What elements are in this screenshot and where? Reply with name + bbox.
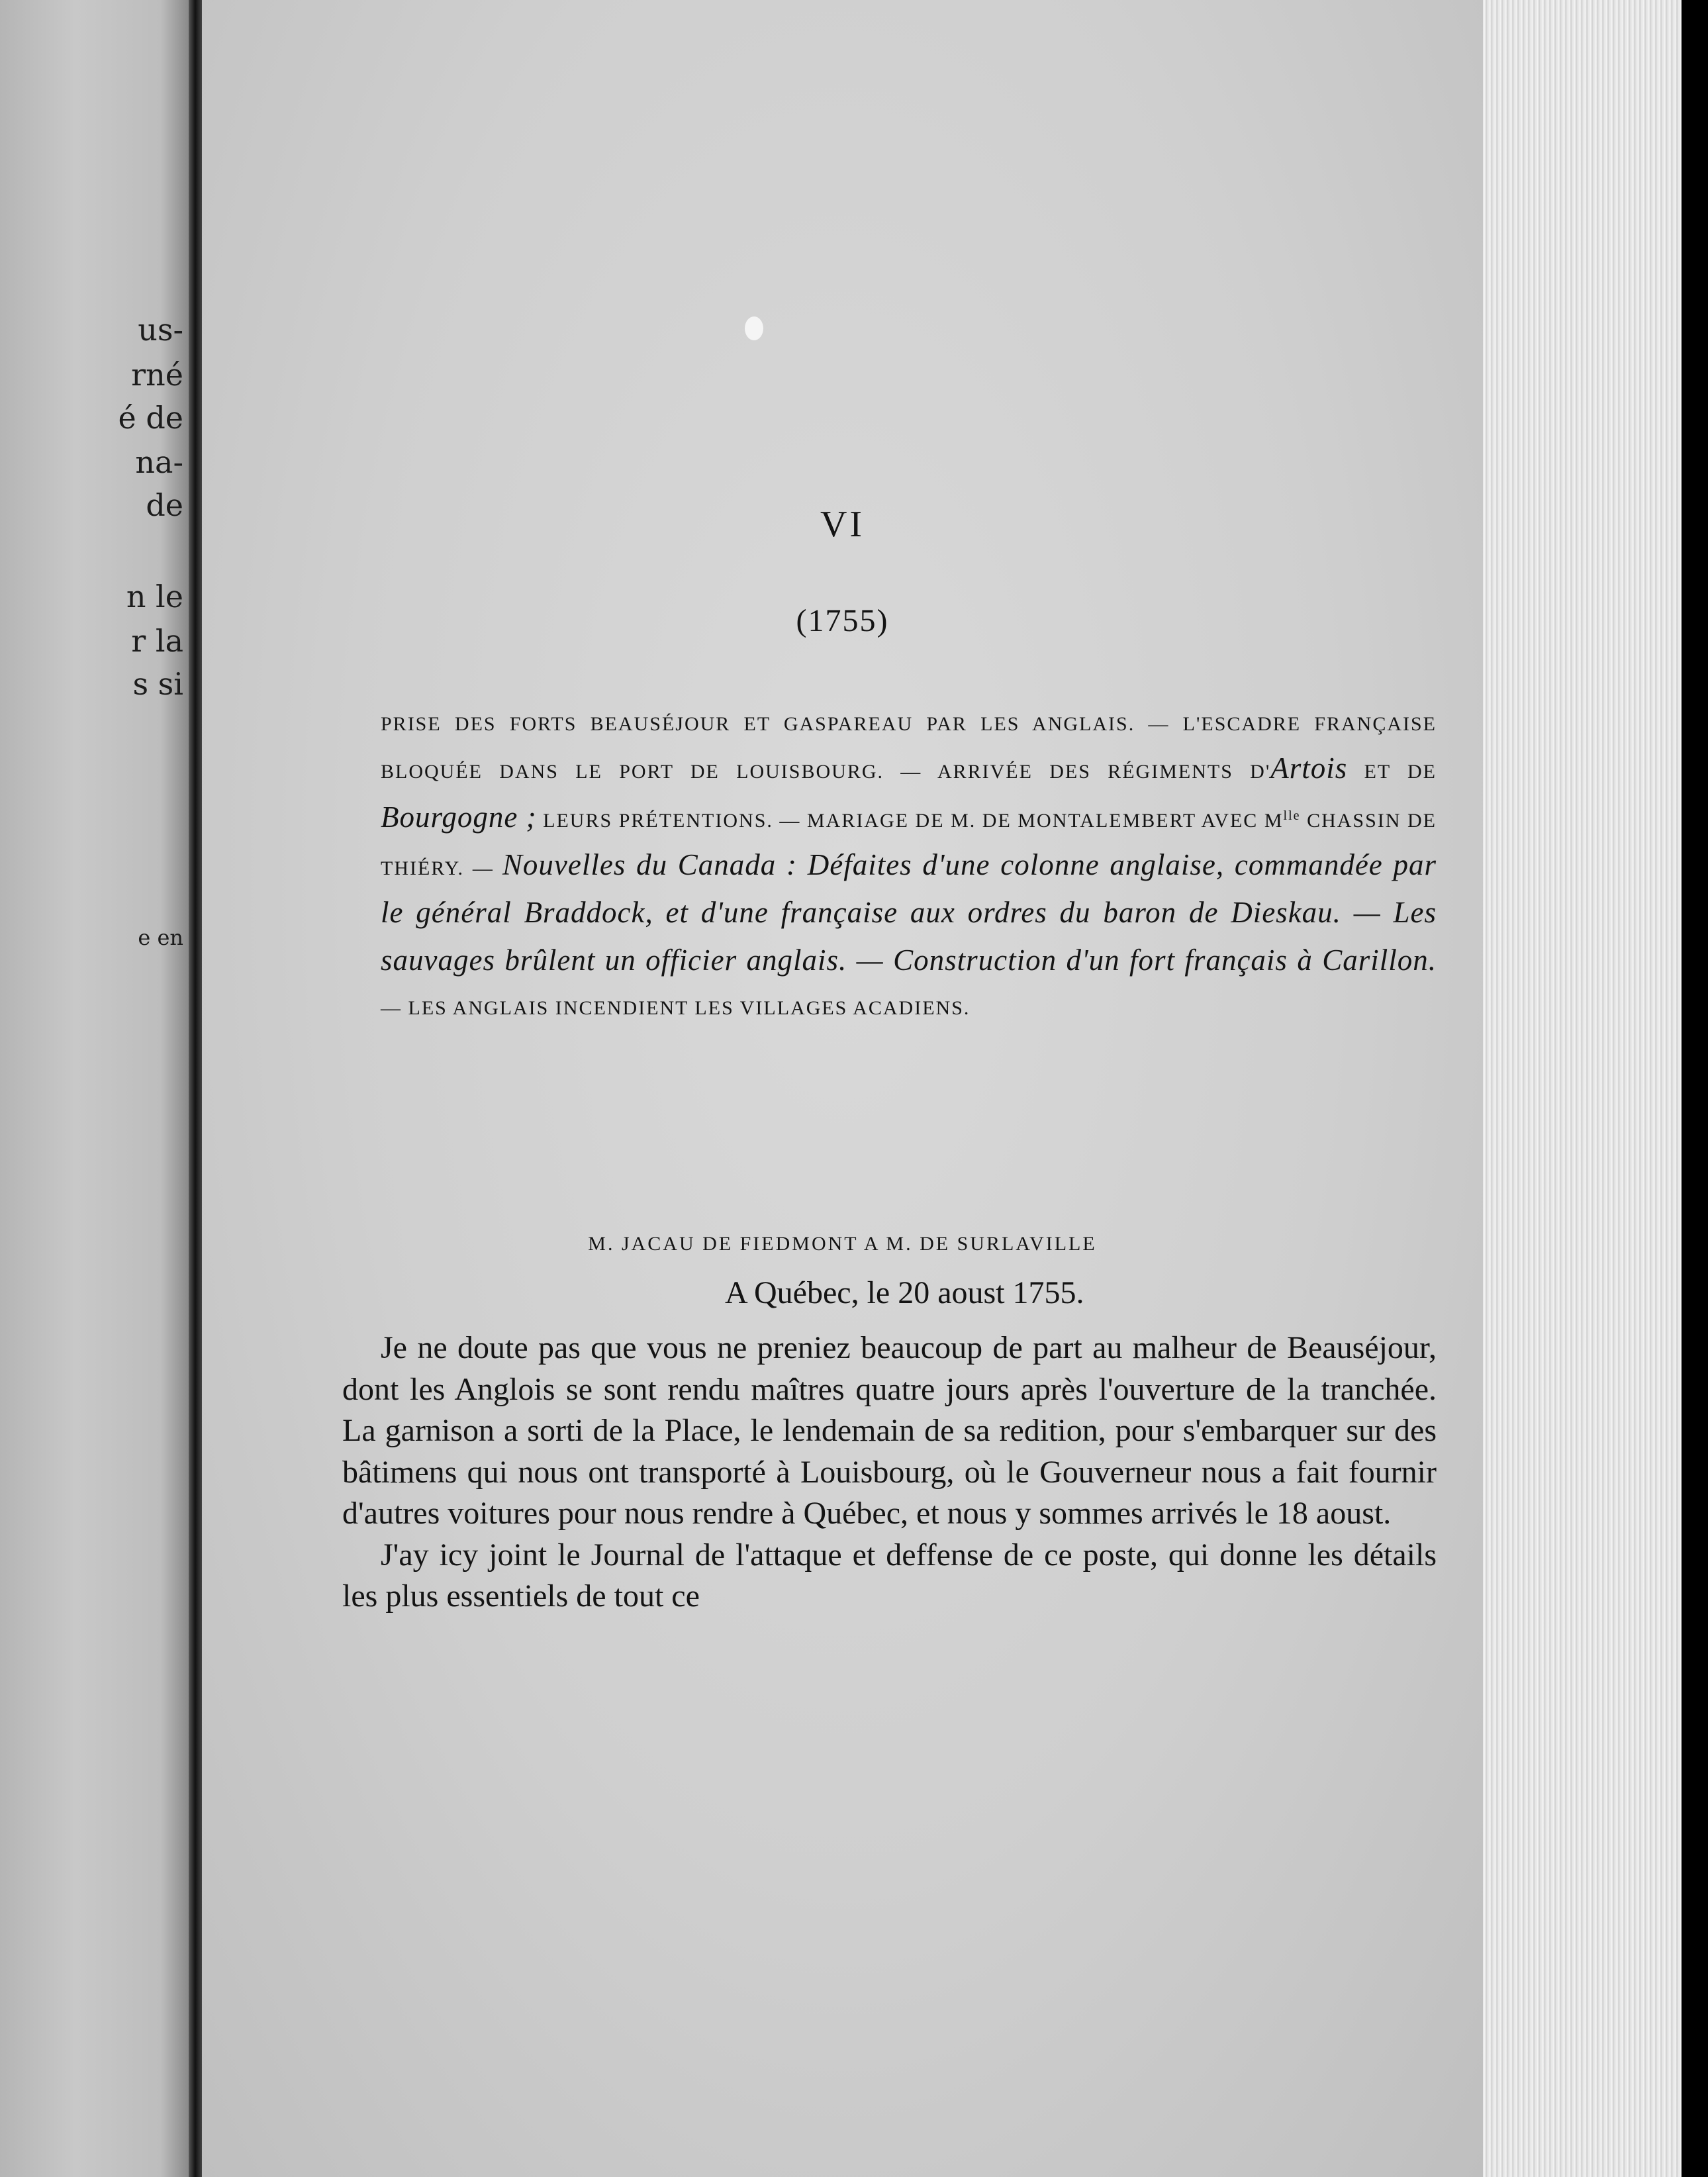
page-stack-edges bbox=[1483, 0, 1682, 2177]
letter-dateline: A Québec, le 20 aoust 1755. bbox=[725, 1275, 1084, 1310]
summary-text: LEURS PRÉTENTIONS. — MARIAGE DE M. DE MONTALEMBERT AVEC M bbox=[536, 810, 1284, 832]
paragraph: Je ne doute pas que vous ne preniez beaucoup de part au malheur de Beauséjour, dont les Anglois se sont rendu maîtres quatre jours après l'ouverture de la tranchée. La garnison a sorti de la Place, le lendemain de sa redition, pour s'embarquer sur des bâtimens qui nous ont transporté à Louisbourg, où le Gouverneur nous a fait fournir d'autres voitures pour nous rendre à Québec, et nous y sommes arrivés le 18 aoust. bbox=[342, 1330, 1437, 1531]
left-page-fragment: e en bbox=[138, 925, 183, 950]
chapter-number: VI bbox=[820, 504, 865, 545]
summary-superscript: lle bbox=[1283, 808, 1301, 823]
summary-text: — LES ANGLAIS INCENDIENT LES VILLAGES ACADIENS. bbox=[381, 997, 971, 1019]
book-gutter bbox=[189, 0, 202, 2177]
summary-italic-text: Nouvelles du Canada : Défaites d'une colonne anglaise, commandée par le général Braddock, et d'une française aux ordres du baron de Dieskau. — Les sauvages brûlent un officier anglais. — Construction d'un fort français à Carillon. bbox=[381, 848, 1437, 977]
left-page-fragment: de bbox=[146, 487, 183, 523]
left-page-fragment: rné bbox=[131, 357, 183, 393]
left-page-fragment: r la bbox=[131, 623, 183, 659]
left-page-fragment: us- bbox=[138, 312, 183, 348]
letter-body bbox=[342, 1328, 1437, 1618]
left-page-fragment: na- bbox=[135, 444, 183, 480]
summary-text: CHASSIN DE THIÉRY. — bbox=[381, 810, 1437, 879]
summary-italic-text: Bourgogne ; bbox=[381, 800, 537, 834]
scan-border bbox=[1682, 0, 1708, 2177]
chapter-year: (1755) bbox=[796, 603, 889, 638]
summary-text: ET DE bbox=[1347, 761, 1437, 783]
left-page-fragment: n le bbox=[126, 579, 183, 614]
summary-text: PRISE DES FORTS BEAUSÉJOUR ET GASPAREAU PAR LES ANGLAIS. — L'ESCADRE FRANÇAISE BLOQUÉE DANS LE PORT DE LOUISBOURG. — ARRIVÉE DES RÉGIMENTS D' bbox=[381, 713, 1437, 783]
paper-speck bbox=[745, 316, 763, 340]
left-page-fragment: s si bbox=[132, 666, 183, 702]
previous-page-edge bbox=[0, 0, 189, 2177]
page bbox=[202, 0, 1483, 2177]
left-page-fragment: é de bbox=[118, 400, 183, 436]
summary-italic-text: Artois bbox=[1270, 751, 1348, 785]
letter-heading: M. JACAU DE FIEDMONT A M. DE SURLAVILLE bbox=[588, 1233, 1097, 1255]
chapter-summary bbox=[381, 702, 1437, 1030]
paragraph: J'ay icy joint le Journal de l'attaque et deffense de ce poste, qui donne les détails les plus essentiels de tout ce bbox=[342, 1537, 1437, 1614]
